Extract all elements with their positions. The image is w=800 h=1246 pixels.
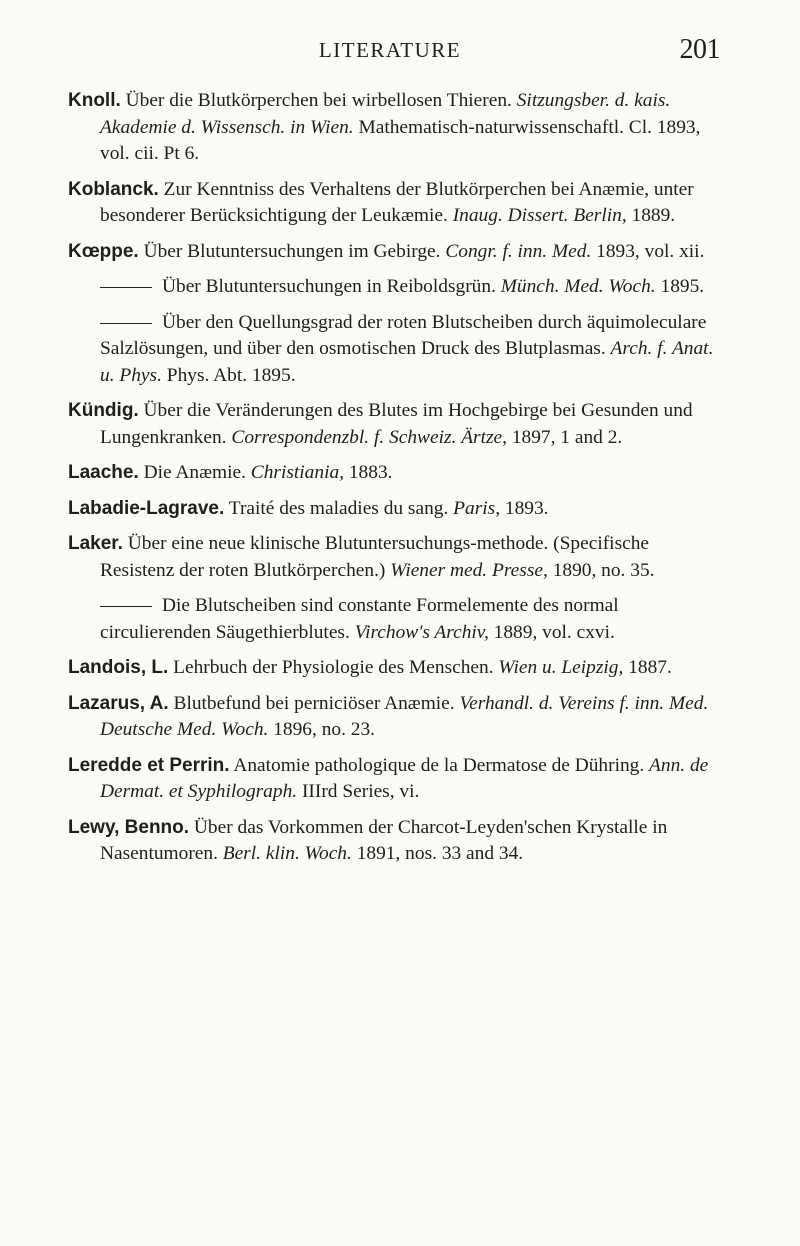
entry-author: Knoll. — [68, 90, 121, 111]
entry-details: 1896, no. 23. — [268, 719, 376, 740]
page-header — [60, 34, 720, 74]
entry-source: Congr. f. inn. Med. — [445, 240, 592, 262]
entry-details: 1893. — [500, 497, 549, 519]
entry-author: Koblanck. — [68, 178, 159, 200]
bibliography-entry-continued — [68, 593, 724, 646]
entry-title: Über die Blutkörperchen bei wirbellosen Thieren. — [120, 90, 517, 111]
entry-title: Die Anæmie. — [138, 462, 251, 483]
entry-title: Über das Vorkommen der Charcot-Leyden'schen Krystalle in Nasentumoren. — [100, 816, 668, 864]
entry-title: Über den Quellungsgrad der roten Blutscheiben durch äquimoleculare Salzlösungen, und über den osmotischen Druck des Blutplasmas. — [100, 311, 707, 359]
entry-source: Sitzungsber. d. kais. Akademie d. Wissensch. in Wien. — [100, 90, 671, 138]
running-title: LITERATURE — [318, 38, 462, 62]
bibliography-entry — [68, 655, 724, 682]
entry-title: Lehrbuch der Physiologie des Menschen. — [168, 657, 499, 678]
entry-source: Inaug. Dissert. Berlin, — [452, 205, 627, 226]
bibliography-entry — [68, 531, 724, 584]
entry-author: Laache. — [68, 462, 139, 483]
entry-details: 1890, no. 35. — [547, 559, 655, 581]
entry-source: Verhandl. d. Vereins f. inn. Med. Deutsche Med. Woch. — [100, 692, 709, 740]
entry-author: Lazarus, A. — [68, 692, 169, 714]
entry-source: Wiener med. Presse, — [390, 559, 548, 581]
bibliography-entry — [68, 753, 724, 806]
entry-source: Berl. klin. Woch. — [222, 843, 352, 864]
entry-details: 1897, 1 and 2. — [506, 426, 623, 448]
entry-details: 1893, vol. xii. — [591, 240, 705, 262]
entry-author: Laker. — [68, 533, 123, 554]
entry-source: Christiania, — [250, 462, 345, 483]
entry-source: Arch. f. Anat. u. Phys. — [100, 338, 714, 386]
entry-title: Die Blutscheiben sind constante Formelemente des normal circulierenden Säugethierblutes. — [100, 595, 619, 643]
entry-title: Über Blutuntersuchungen in Reiboldsgrün. — [162, 276, 501, 297]
bibliography-entry-continued — [68, 274, 724, 301]
bibliography-entry — [68, 177, 724, 230]
entry-title: Zur Kenntniss des Verhaltens der Blutkörperchen bei Anæmie, unter besonderer Berücksichtigung der Leukæmie. — [100, 178, 694, 226]
entry-details: 1895. — [655, 276, 705, 297]
entry-author: Labadie-Lagrave. — [68, 497, 225, 519]
entry-title: Traité des maladies du sang. — [224, 497, 454, 519]
entry-title: Anatomie pathologique de la Dermatose de Dühring. — [229, 754, 650, 776]
entry-details: 1891, nos. 33 and 34. — [351, 843, 524, 864]
entry-source: Correspondenzbl. f. Schweiz. Ärtze, — [231, 426, 507, 448]
entry-author: Landois, L. — [68, 657, 169, 678]
entry-details: 1889. — [626, 205, 676, 226]
entry-details: Phys. Abt. 1895. — [161, 364, 296, 386]
entry-source: Paris, — [453, 497, 501, 519]
entry-title: Über die Veränderungen des Blutes im Hochgebirge bei Gesunden und Lungenkranken. — [100, 400, 693, 448]
entry-source: Münch. Med. Woch. — [500, 276, 656, 297]
bibliography-entry — [68, 398, 724, 451]
entry-source: Wien u. Leipzig, — [498, 657, 624, 678]
bibliography-entry — [68, 88, 724, 168]
entry-title: Blutbefund bei perniciöser Anæmie. — [168, 692, 460, 714]
ditto-dash — [100, 606, 152, 607]
entry-title: Über eine neue klinische Blutuntersuchungs-methode. (Specifische Resistenz der roten Blutkörperchen.) — [100, 533, 650, 581]
bibliography-entry — [68, 496, 724, 523]
entry-details: 1887. — [623, 657, 672, 678]
entry-author: Kündig. — [68, 400, 139, 421]
entry-author: Lewy, Benno. — [68, 816, 190, 838]
ditto-dash — [100, 287, 152, 288]
entry-author: Leredde et Perrin. — [68, 754, 230, 776]
bibliography-entry — [68, 691, 724, 744]
bibliography-entry-continued — [68, 310, 724, 390]
bibliography-entry — [68, 239, 724, 266]
entry-details: 1883. — [344, 462, 393, 483]
bibliography-entry — [68, 460, 724, 487]
entry-details: IIIrd Series, vi. — [297, 781, 420, 802]
entry-source: Virchow's Archiv, — [354, 621, 489, 643]
page-number: 201 — [679, 34, 720, 65]
entry-details: Mathematisch-naturwissenschaftl. Cl. 1893, vol. cii. Pt 6. — [100, 116, 701, 164]
entry-source: Ann. de Dermat. et Syphilograph. — [100, 754, 709, 802]
bibliography-entry — [68, 815, 724, 868]
ditto-dash — [100, 323, 152, 324]
bibliography-list — [68, 88, 724, 877]
entry-author: Kœppe. — [68, 240, 139, 262]
entry-details: 1889, vol. cxvi. — [488, 621, 615, 643]
entry-title: Über Blutuntersuchungen im Gebirge. — [138, 240, 446, 262]
